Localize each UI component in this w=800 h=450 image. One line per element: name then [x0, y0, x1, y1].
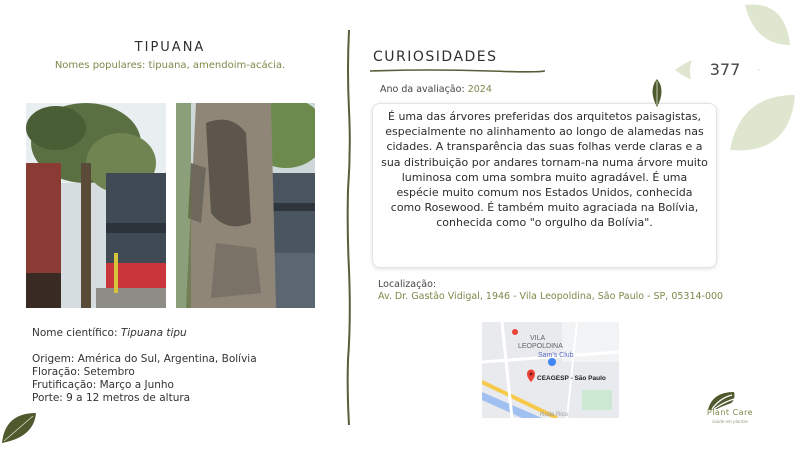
- tree-photo-street: [26, 103, 166, 308]
- evaluation-year: [380, 84, 492, 95]
- title-underline: [370, 68, 545, 74]
- leaf-decoration-bottom-left: [0, 405, 40, 445]
- leaf-icon: [648, 78, 666, 108]
- curiosities-title: CURIOSIDADES: [373, 49, 498, 65]
- map-label-road: Roda Rico: [540, 412, 569, 418]
- tree-number-badge: 377: [709, 60, 741, 79]
- tree-photo-trunk: [176, 103, 315, 308]
- location-address[interactable]: Av. Dr. Gastão Vidigal, 1946 - Vila Leopoldina, São Paulo - SP, 05314-000: [378, 291, 724, 302]
- popular-names: Nomes populares: tipuana, amendoim-acácia.: [54, 60, 286, 71]
- scientific-name-label: Nome científico:: [32, 327, 118, 339]
- tree-size: Porte: 9 a 12 metros de altura: [32, 392, 191, 404]
- map-label-leopoldina: LEOPOLDINA: [518, 343, 563, 350]
- evaluation-year-label: Ano da avaliação:: [380, 84, 465, 95]
- brand-name: Plant Care: [706, 408, 754, 417]
- map-label-sams-club: Sam's Club: [538, 352, 574, 359]
- vertical-divider: [344, 30, 354, 425]
- location-label: Localização:: [378, 279, 437, 290]
- tree-facts: [32, 327, 332, 405]
- map-label-ceagesp: CEAGESP - São Paulo: [537, 375, 606, 382]
- scientific-name-value: Tipuana tipu: [120, 327, 187, 339]
- brand-tagline: saúde em plantas: [712, 419, 748, 424]
- location-map[interactable]: [482, 322, 619, 418]
- scientific-name: [32, 327, 332, 340]
- fruiting: Frutificação: Março a Junho: [32, 379, 174, 391]
- curiosities-text: É uma das árvores preferidas dos arquitetos paisagistas, especialmente no alinhamento ao longo de alamedas nas cidades. A transparência das suas folhas verde claras e a sua distribuição por andares tornam-na numa árvore muito luminosa com uma sombra muito agradável. É uma espécie muito comum nos Estados Unidos, conhecida como Rosewood. É também muito agraciada na Bolívia, conhecida como "o orgulho da Bolívia".: [381, 110, 708, 230]
- origin: Origem: América do Sul, Argentina, Bolívia: [32, 353, 257, 365]
- leaf-decoration-top-right: [660, 0, 800, 180]
- tree-title: TIPUANA: [134, 40, 206, 55]
- map-label-vila: VILA: [530, 335, 546, 342]
- flowering: Floração: Setembro: [32, 366, 135, 378]
- evaluation-year-value: 2024: [467, 84, 492, 95]
